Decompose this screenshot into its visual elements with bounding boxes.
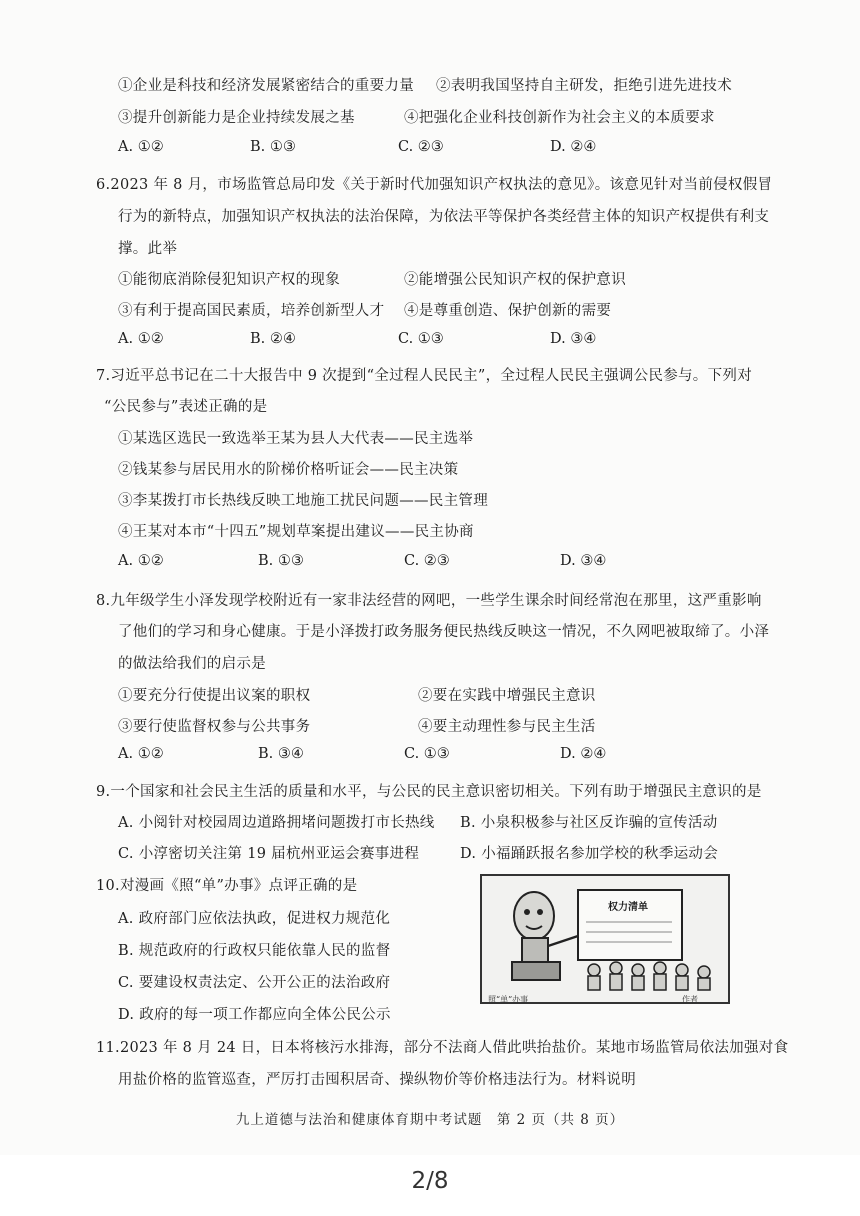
page-number: 2/8 (411, 1168, 449, 1194)
q7-choice-b: B. ①③ (258, 553, 304, 569)
q9-choice-d: D. 小福踊跃报名参加学校的秋季运动会 (460, 846, 719, 862)
q6-choice-b: B. ②④ (250, 331, 296, 347)
q8-stem-line-1: 8.九年级学生小泽发现学校附近有一家非法经营的网吧，一些学生课余时间经常泡在那里，这严重影响 (96, 593, 762, 609)
q10-choice-b: B. 规范政府的行政权只能依靠人民的监督 (118, 943, 391, 959)
q7-option-3: ③李某拨打市长热线反映工地施工扰民问题——民主管理 (118, 493, 488, 509)
q6-option-1: ①能彻底消除侵犯知识产权的现象 (118, 272, 340, 288)
q8-stem-line-2: 了他们的学习和身心健康。于是小泽拨打政务服务便民热线反映这一情况，不久网吧被取缔了。小泽 (118, 624, 770, 640)
q5-choice-a: A. ①② (118, 139, 164, 155)
cartoon-sign-text: 权力清单 (608, 902, 648, 913)
q9-choice-b: B. 小泉积极参与社区反诈骗的宣传活动 (460, 815, 718, 831)
q7-option-1: ①某选区选民一致选举王某为县人大代表——民主选举 (118, 431, 474, 447)
q5-option-1: ①企业是科技和经济发展紧密结合的重要力量 (118, 78, 414, 94)
q6-choice-c: C. ①③ (398, 331, 444, 347)
q5-option-2: ②表明我国坚持自主研发，拒绝引进先进技术 (436, 78, 732, 94)
q7-option-4: ④王某对本市“十四五”规划草案提出建议——民主协商 (118, 524, 474, 540)
q6-stem-line-1: 6.2023 年 8 月，市场监管总局印发《关于新时代加强知识产权执法的意见》。该意见针对当前侵权假冒 (96, 177, 773, 193)
q5-choice-c: C. ②③ (398, 139, 444, 155)
q5-option-4: ④把强化企业科技创新作为社会主义的本质要求 (404, 110, 715, 126)
q6-stem-line-3: 撑。此举 (118, 241, 178, 257)
q8-choice-c: C. ①③ (404, 746, 450, 762)
q5-option-3: ③提升创新能力是企业持续发展之基 (118, 110, 355, 126)
q9-choice-c: C. 小淳密切关注第 19 届杭州亚运会赛事进程 (118, 846, 420, 862)
page-footer: 九上道德与法治和健康体育期中考试题 第 2 页（共 8 页） (235, 1112, 625, 1128)
q6-option-2: ②能增强公民知识产权的保护意识 (404, 272, 626, 288)
q9-choice-a: A. 小阅针对校园周边道路拥堵问题拨打市长热线 (118, 815, 435, 831)
cartoon-caption-left: 照“单”办事 (488, 995, 529, 1004)
q10-cartoon (480, 874, 730, 1004)
q8-option-1: ①要充分行使提出议案的职权 (118, 688, 311, 704)
q11-stem-line-1: 11.2023 年 8 月 24 日，日本将核污水排海，部分不法商人借此哄抬盐价。某地市场监管局依法加强对食 (96, 1040, 789, 1056)
q7-stem-line-1: 7.习近平总书记在二十大报告中 9 次提到“全过程人民民主”，全过程人民民主强调公民参与。下列对 (96, 368, 752, 384)
q10-choice-d: D. 政府的每一项工作都应向全体公民公示 (118, 1007, 391, 1023)
q8-option-3: ③要行使监督权参与公共事务 (118, 719, 311, 735)
q6-choice-d: D. ③④ (550, 331, 597, 347)
q6-choice-a: A. ①② (118, 331, 164, 347)
q9-stem-line-1: 9.一个国家和社会民主生活的质量和水平，与公民的民主意识密切相关。下列有助于增强民主意识的是 (96, 784, 762, 800)
q6-option-4: ④是尊重创造、保护创新的需要 (404, 303, 612, 319)
cartoon-caption-right: 作者 (682, 995, 698, 1004)
q10-stem-line-1: 10.对漫画《照“单”办事》点评正确的是 (96, 878, 358, 894)
q8-option-4: ④要主动理性参与民主生活 (418, 719, 596, 735)
q8-choice-b: B. ③④ (258, 746, 304, 762)
q8-choice-a: A. ①② (118, 746, 164, 762)
q7-choice-a: A. ①② (118, 553, 164, 569)
q5-choice-d: D. ②④ (550, 139, 597, 155)
q11-stem-line-2: 用盐价格的监管巡查，严厉打击囤积居奇、操纵物价等价格违法行为。材料说明 (118, 1072, 636, 1088)
q5-choice-b: B. ①③ (250, 139, 296, 155)
q6-option-3: ③有利于提高国民素质，培养创新型人才 (118, 303, 385, 319)
q10-choice-a: A. 政府部门应依法执政，促进权力规范化 (118, 911, 391, 927)
q7-stem-line-2: “公民参与”表述正确的是 (104, 399, 268, 415)
q8-choice-d: D. ②④ (560, 746, 607, 762)
cartoon-illustration (482, 876, 728, 1002)
q7-choice-c: C. ②③ (404, 553, 450, 569)
q7-choice-d: D. ③④ (560, 553, 607, 569)
q8-stem-line-3: 的做法给我们的启示是 (118, 656, 266, 672)
q6-stem-line-2: 行为的新特点，加强知识产权执法的法治保障，为依法平等保护各类经营主体的知识产权提供有利支 (118, 209, 770, 225)
q7-option-2: ②钱某参与居民用水的阶梯价格听证会——民主决策 (118, 462, 459, 478)
q8-option-2: ②要在实践中增强民主意识 (418, 688, 596, 704)
q10-choice-c: C. 要建设权责法定、公开公正的法治政府 (118, 975, 391, 991)
